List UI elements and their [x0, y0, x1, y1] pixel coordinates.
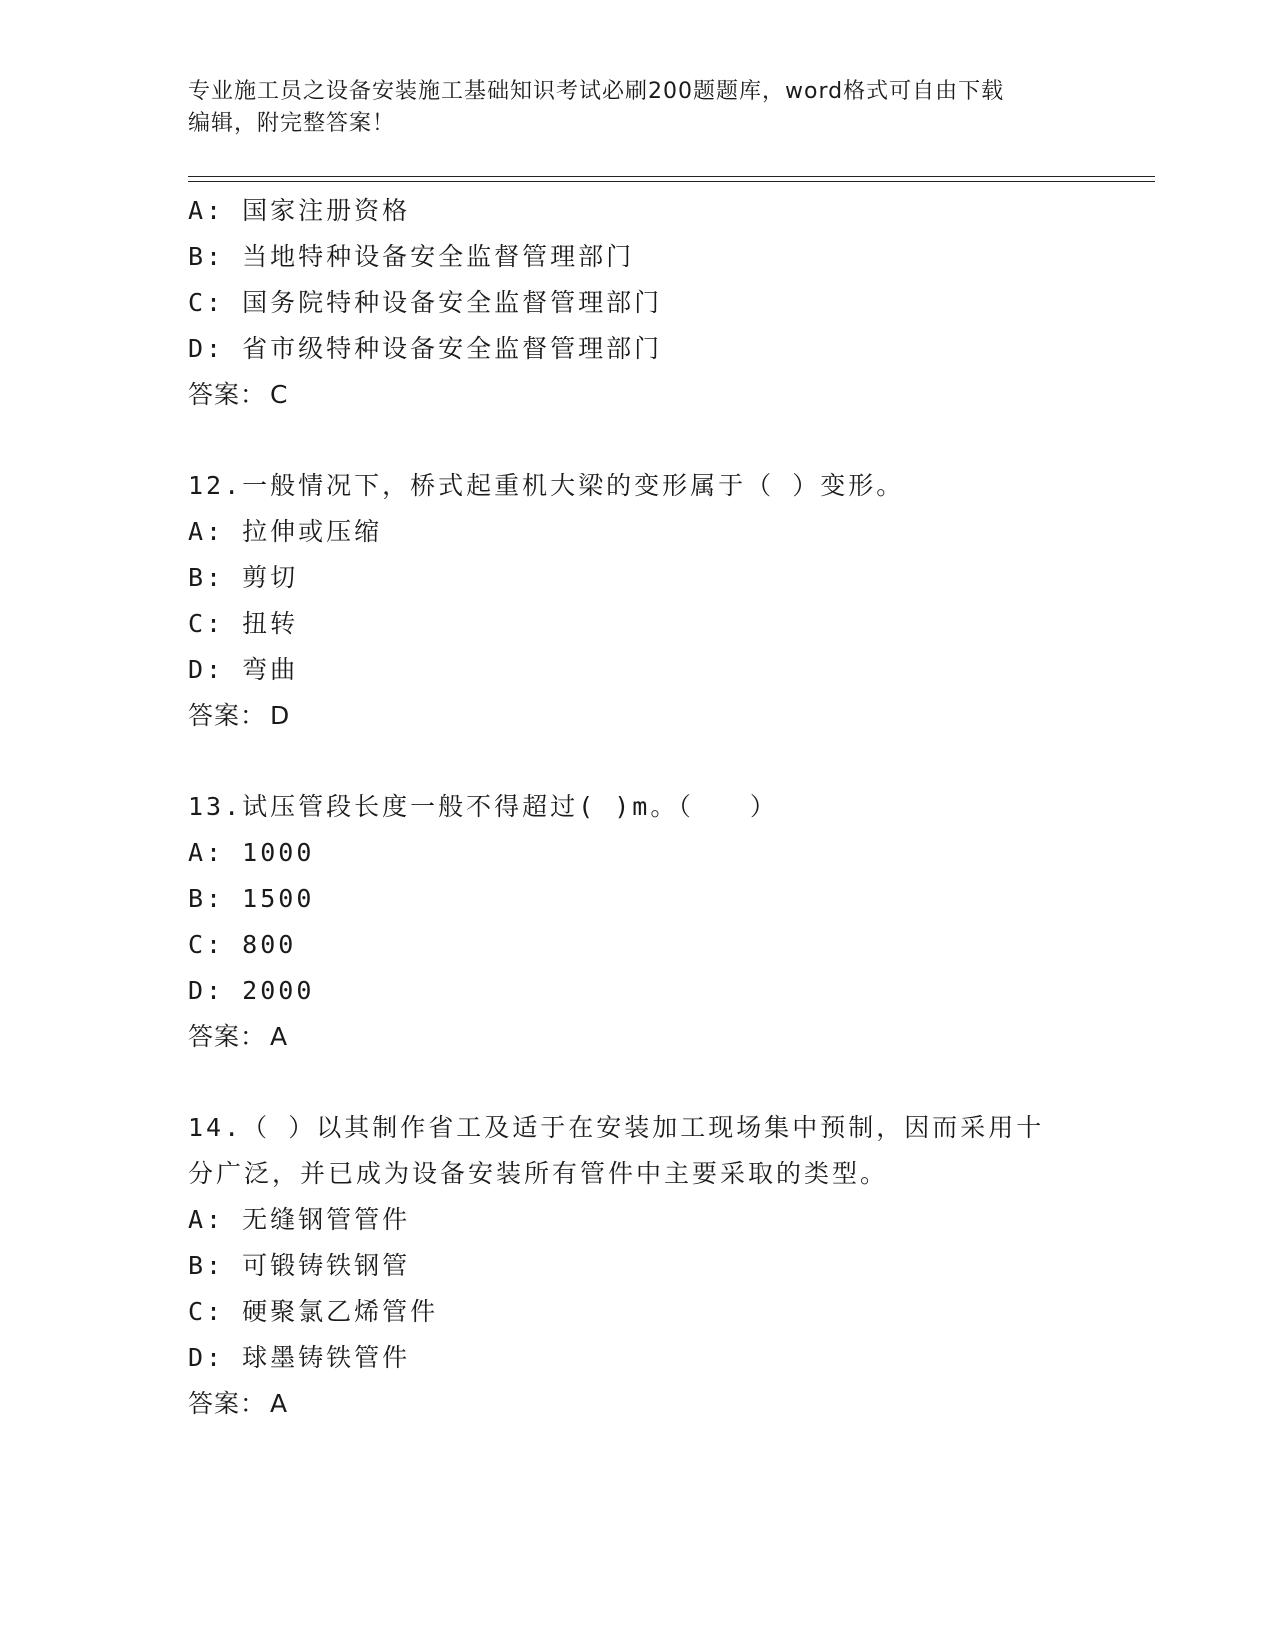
answer-value: A — [270, 1389, 289, 1418]
answer-line — [188, 693, 1088, 739]
option-c: C: 800 — [188, 930, 297, 959]
option-b: B: 剪切 — [188, 563, 299, 592]
option-a: A: 无缝钢管管件 — [188, 1205, 411, 1234]
option-b: B: 1500 — [188, 884, 315, 913]
option-c: C: 扭转 — [188, 609, 299, 638]
header-rule-top — [188, 176, 1155, 177]
option-d: D: 弯曲 — [188, 655, 299, 684]
question-11-block — [188, 188, 1088, 418]
option-a: A: 1000 — [188, 838, 315, 867]
answer-line — [188, 372, 1088, 418]
header-line-2: 编辑，附完整答案！ — [188, 111, 396, 136]
answer-value: C — [270, 380, 289, 409]
question-14-block — [188, 1105, 1088, 1427]
question-stem: 13.试压管段长度一般不得超过( )m。（ ） — [188, 792, 778, 821]
option-c: C: 硬聚氯乙烯管件 — [188, 1297, 439, 1326]
answer-label: 答案： — [188, 1022, 267, 1051]
question-stem: 12.一般情况下，桥式起重机大梁的变形属于（ ）变形。 — [188, 471, 905, 500]
header-line-1: 专业施工员之设备安装施工基础知识考试必刷200题题库，word格式可自由下载 — [188, 79, 1005, 104]
option-a: A: 拉伸或压缩 — [188, 517, 383, 546]
option-a: A: 国家注册资格 — [188, 196, 411, 225]
question-stem-line-2: 分广泛，并已成为设备安装所有管件中主要采取的类型。 — [188, 1159, 889, 1188]
answer-line — [188, 1381, 1088, 1427]
answer-value: A — [270, 1022, 289, 1051]
header-rule-bottom — [188, 181, 1155, 182]
question-13-block — [188, 784, 1088, 1060]
question-12-block — [188, 463, 1088, 739]
answer-value: D — [270, 701, 291, 730]
option-d: D: 2000 — [188, 976, 315, 1005]
option-d: D: 省市级特种设备安全监督管理部门 — [188, 334, 663, 363]
option-d: D: 球墨铸铁管件 — [188, 1343, 411, 1372]
answer-label: 答案： — [188, 380, 267, 409]
question-stem-line-1: 14.（ ）以其制作省工及适于在安装加工现场集中预制，因而采用十 — [188, 1113, 1045, 1142]
answer-label: 答案： — [188, 1389, 267, 1418]
option-c: C: 国务院特种设备安全监督管理部门 — [188, 288, 663, 317]
answer-line — [188, 1014, 1088, 1060]
question-list — [188, 188, 1088, 1427]
answer-label: 答案： — [188, 701, 267, 730]
document-header — [188, 76, 1088, 140]
option-b: B: 当地特种设备安全监督管理部门 — [188, 242, 635, 271]
option-b: B: 可锻铸铁钢管 — [188, 1251, 411, 1280]
